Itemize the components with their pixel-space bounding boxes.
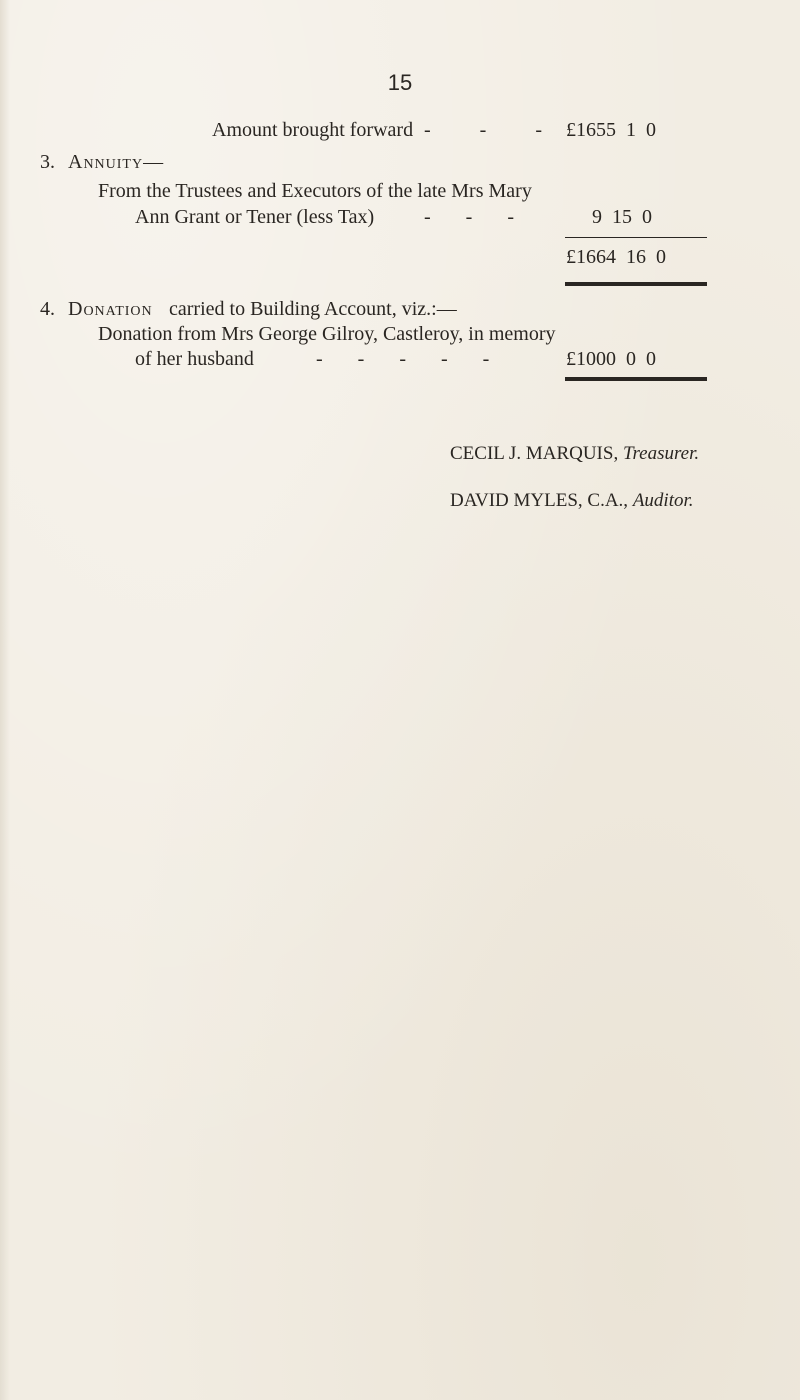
section-4-number: 4. bbox=[40, 298, 55, 320]
section-3-line-1: From the Trustees and Executors of the late Mrs Mary bbox=[98, 180, 532, 202]
section-4-double-rule bbox=[565, 377, 707, 381]
subtotal-double-rule bbox=[565, 282, 707, 286]
brought-forward-amount: £1655 1 0 bbox=[566, 119, 656, 141]
subtotal-rule bbox=[565, 237, 707, 238]
page-number: 15 bbox=[387, 70, 413, 95]
section-4-heading-rest: carried to Building Account, viz.:— bbox=[169, 298, 457, 320]
section-4-heading: Donation bbox=[68, 298, 153, 320]
treasurer-signature bbox=[450, 443, 699, 465]
section-4-line-2: of her husband bbox=[135, 348, 254, 370]
section-4-amount: £1000 0 0 bbox=[566, 348, 656, 370]
auditor-name: DAVID MYLES, C.A., bbox=[450, 490, 629, 511]
section-3-heading: Annuity— bbox=[68, 151, 165, 173]
auditor-signature bbox=[450, 490, 694, 512]
brought-forward-label: Amount brought forward bbox=[212, 119, 414, 141]
section-3-amount: 9 15 0 bbox=[592, 206, 652, 228]
section-4-line-1: Donation from Mrs George Gilroy, Castleroy, in memory bbox=[98, 323, 556, 345]
subtotal-amount: £1664 16 0 bbox=[566, 246, 666, 268]
brought-forward-leaders: - - - bbox=[424, 119, 542, 141]
section-3-number: 3. bbox=[40, 151, 55, 173]
treasurer-name: CECIL J. MARQUIS, bbox=[450, 443, 619, 464]
auditor-title: Auditor. bbox=[632, 490, 694, 511]
section-4-leaders: - - - - - bbox=[316, 348, 490, 370]
treasurer-title: Treasurer. bbox=[622, 443, 700, 464]
section-3-leaders: - - - bbox=[424, 206, 514, 228]
page-edge-shadow bbox=[0, 0, 10, 1400]
section-3-line-2: Ann Grant or Tener (less Tax) bbox=[135, 206, 375, 228]
